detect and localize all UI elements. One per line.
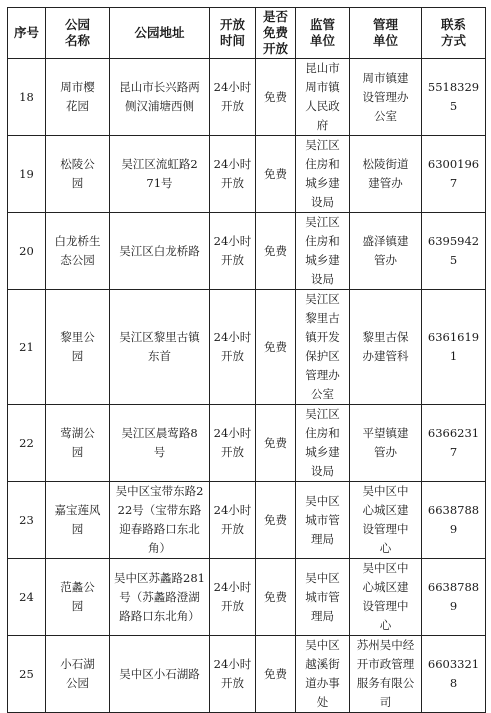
row-free: 免费 [256, 636, 296, 713]
row-supervisor: 吴江区黎里古镇开发保护区管理办公室 [296, 290, 350, 405]
row-hours: 24小时开放 [210, 59, 256, 136]
row-name: 范蠡公园 [46, 559, 110, 636]
table-row [8, 213, 486, 290]
row-address: 吴中区小石湖路 [110, 636, 210, 713]
row-hours: 24小时开放 [210, 405, 256, 482]
table-row [8, 405, 486, 482]
row-name: 莺湖公园 [46, 405, 110, 482]
row-no: 18 [8, 59, 46, 136]
row-hours: 24小时开放 [210, 482, 256, 559]
row-no: 19 [8, 136, 46, 213]
row-name: 嘉宝莲风园 [46, 482, 110, 559]
row-supervisor: 吴江区住房和城乡建设局 [296, 136, 350, 213]
row-no: 23 [8, 482, 46, 559]
row-name: 黎里公园 [46, 290, 110, 405]
header-manager: 管理单位 [350, 8, 422, 59]
row-supervisor: 吴江区住房和城乡建设局 [296, 213, 350, 290]
row-no: 24 [8, 559, 46, 636]
row-free: 免费 [256, 405, 296, 482]
row-free: 免费 [256, 213, 296, 290]
row-address: 吴江区白龙桥路 [110, 213, 210, 290]
table-row [8, 559, 486, 636]
row-no: 25 [8, 636, 46, 713]
row-free: 免费 [256, 482, 296, 559]
table-row [8, 290, 486, 405]
row-manager: 吴中区中心城区建设管理中心 [350, 482, 422, 559]
row-phone: 63662317 [422, 405, 486, 482]
row-hours: 24小时开放 [210, 636, 256, 713]
row-supervisor: 昆山市周市镇人民政府 [296, 59, 350, 136]
row-hours: 24小时开放 [210, 290, 256, 405]
header-name: 公园名称 [46, 8, 110, 59]
row-address: 吴中区宝带东路222号（宝带东路迎春路路口东北角） [110, 482, 210, 559]
row-name: 松陵公园 [46, 136, 110, 213]
row-address: 吴江区黎里古镇东首 [110, 290, 210, 405]
row-manager: 平望镇建管办 [350, 405, 422, 482]
row-free: 免费 [256, 59, 296, 136]
row-address: 吴江区晨莺路8号 [110, 405, 210, 482]
row-free: 免费 [256, 136, 296, 213]
row-phone: 63616191 [422, 290, 486, 405]
row-manager: 盛泽镇建管办 [350, 213, 422, 290]
row-hours: 24小时开放 [210, 136, 256, 213]
row-phone: 66033218 [422, 636, 486, 713]
row-manager: 周市镇建设管理办公室 [350, 59, 422, 136]
row-manager: 苏州吴中经开市政管理服务有限公司 [350, 636, 422, 713]
row-name: 白龙桥生态公园 [46, 213, 110, 290]
row-no: 21 [8, 290, 46, 405]
row-free: 免费 [256, 559, 296, 636]
header-phone: 联系方式 [422, 8, 486, 59]
row-manager: 吴中区中心城区建设管理中心 [350, 559, 422, 636]
row-address: 吴中区苏蠡路281号（苏蠡路澄湖路路口东北角） [110, 559, 210, 636]
header-address: 公园地址 [110, 8, 210, 59]
row-free: 免费 [256, 290, 296, 405]
row-no: 20 [8, 213, 46, 290]
row-manager: 松陵街道建管办 [350, 136, 422, 213]
row-supervisor: 吴江区住房和城乡建设局 [296, 405, 350, 482]
table-row [8, 136, 486, 213]
row-phone: 63959425 [422, 213, 486, 290]
row-supervisor: 吴中区越溪街道办事处 [296, 636, 350, 713]
row-address: 吴江区流虹路271号 [110, 136, 210, 213]
table-header-row [8, 8, 486, 59]
park-table [7, 7, 486, 713]
row-phone: 66387889 [422, 559, 486, 636]
header-supervisor: 监管单位 [296, 8, 350, 59]
header-free: 是否免费开放 [256, 8, 296, 59]
table-row [8, 59, 486, 136]
header-hours: 开放时间 [210, 8, 256, 59]
row-no: 22 [8, 405, 46, 482]
row-hours: 24小时开放 [210, 213, 256, 290]
row-name: 小石湖公园 [46, 636, 110, 713]
row-supervisor: 吴中区城市管理局 [296, 559, 350, 636]
row-phone: 66387889 [422, 482, 486, 559]
park-table-container [7, 7, 486, 713]
row-address: 昆山市长兴路两侧汉浦塘西侧 [110, 59, 210, 136]
table-row [8, 482, 486, 559]
row-manager: 黎里古保办建管科 [350, 290, 422, 405]
row-phone: 63001967 [422, 136, 486, 213]
row-name: 周市樱花园 [46, 59, 110, 136]
row-supervisor: 吴中区城市管理局 [296, 482, 350, 559]
row-hours: 24小时开放 [210, 559, 256, 636]
table-row [8, 636, 486, 713]
row-phone: 55183295 [422, 59, 486, 136]
header-no: 序号 [8, 8, 46, 59]
